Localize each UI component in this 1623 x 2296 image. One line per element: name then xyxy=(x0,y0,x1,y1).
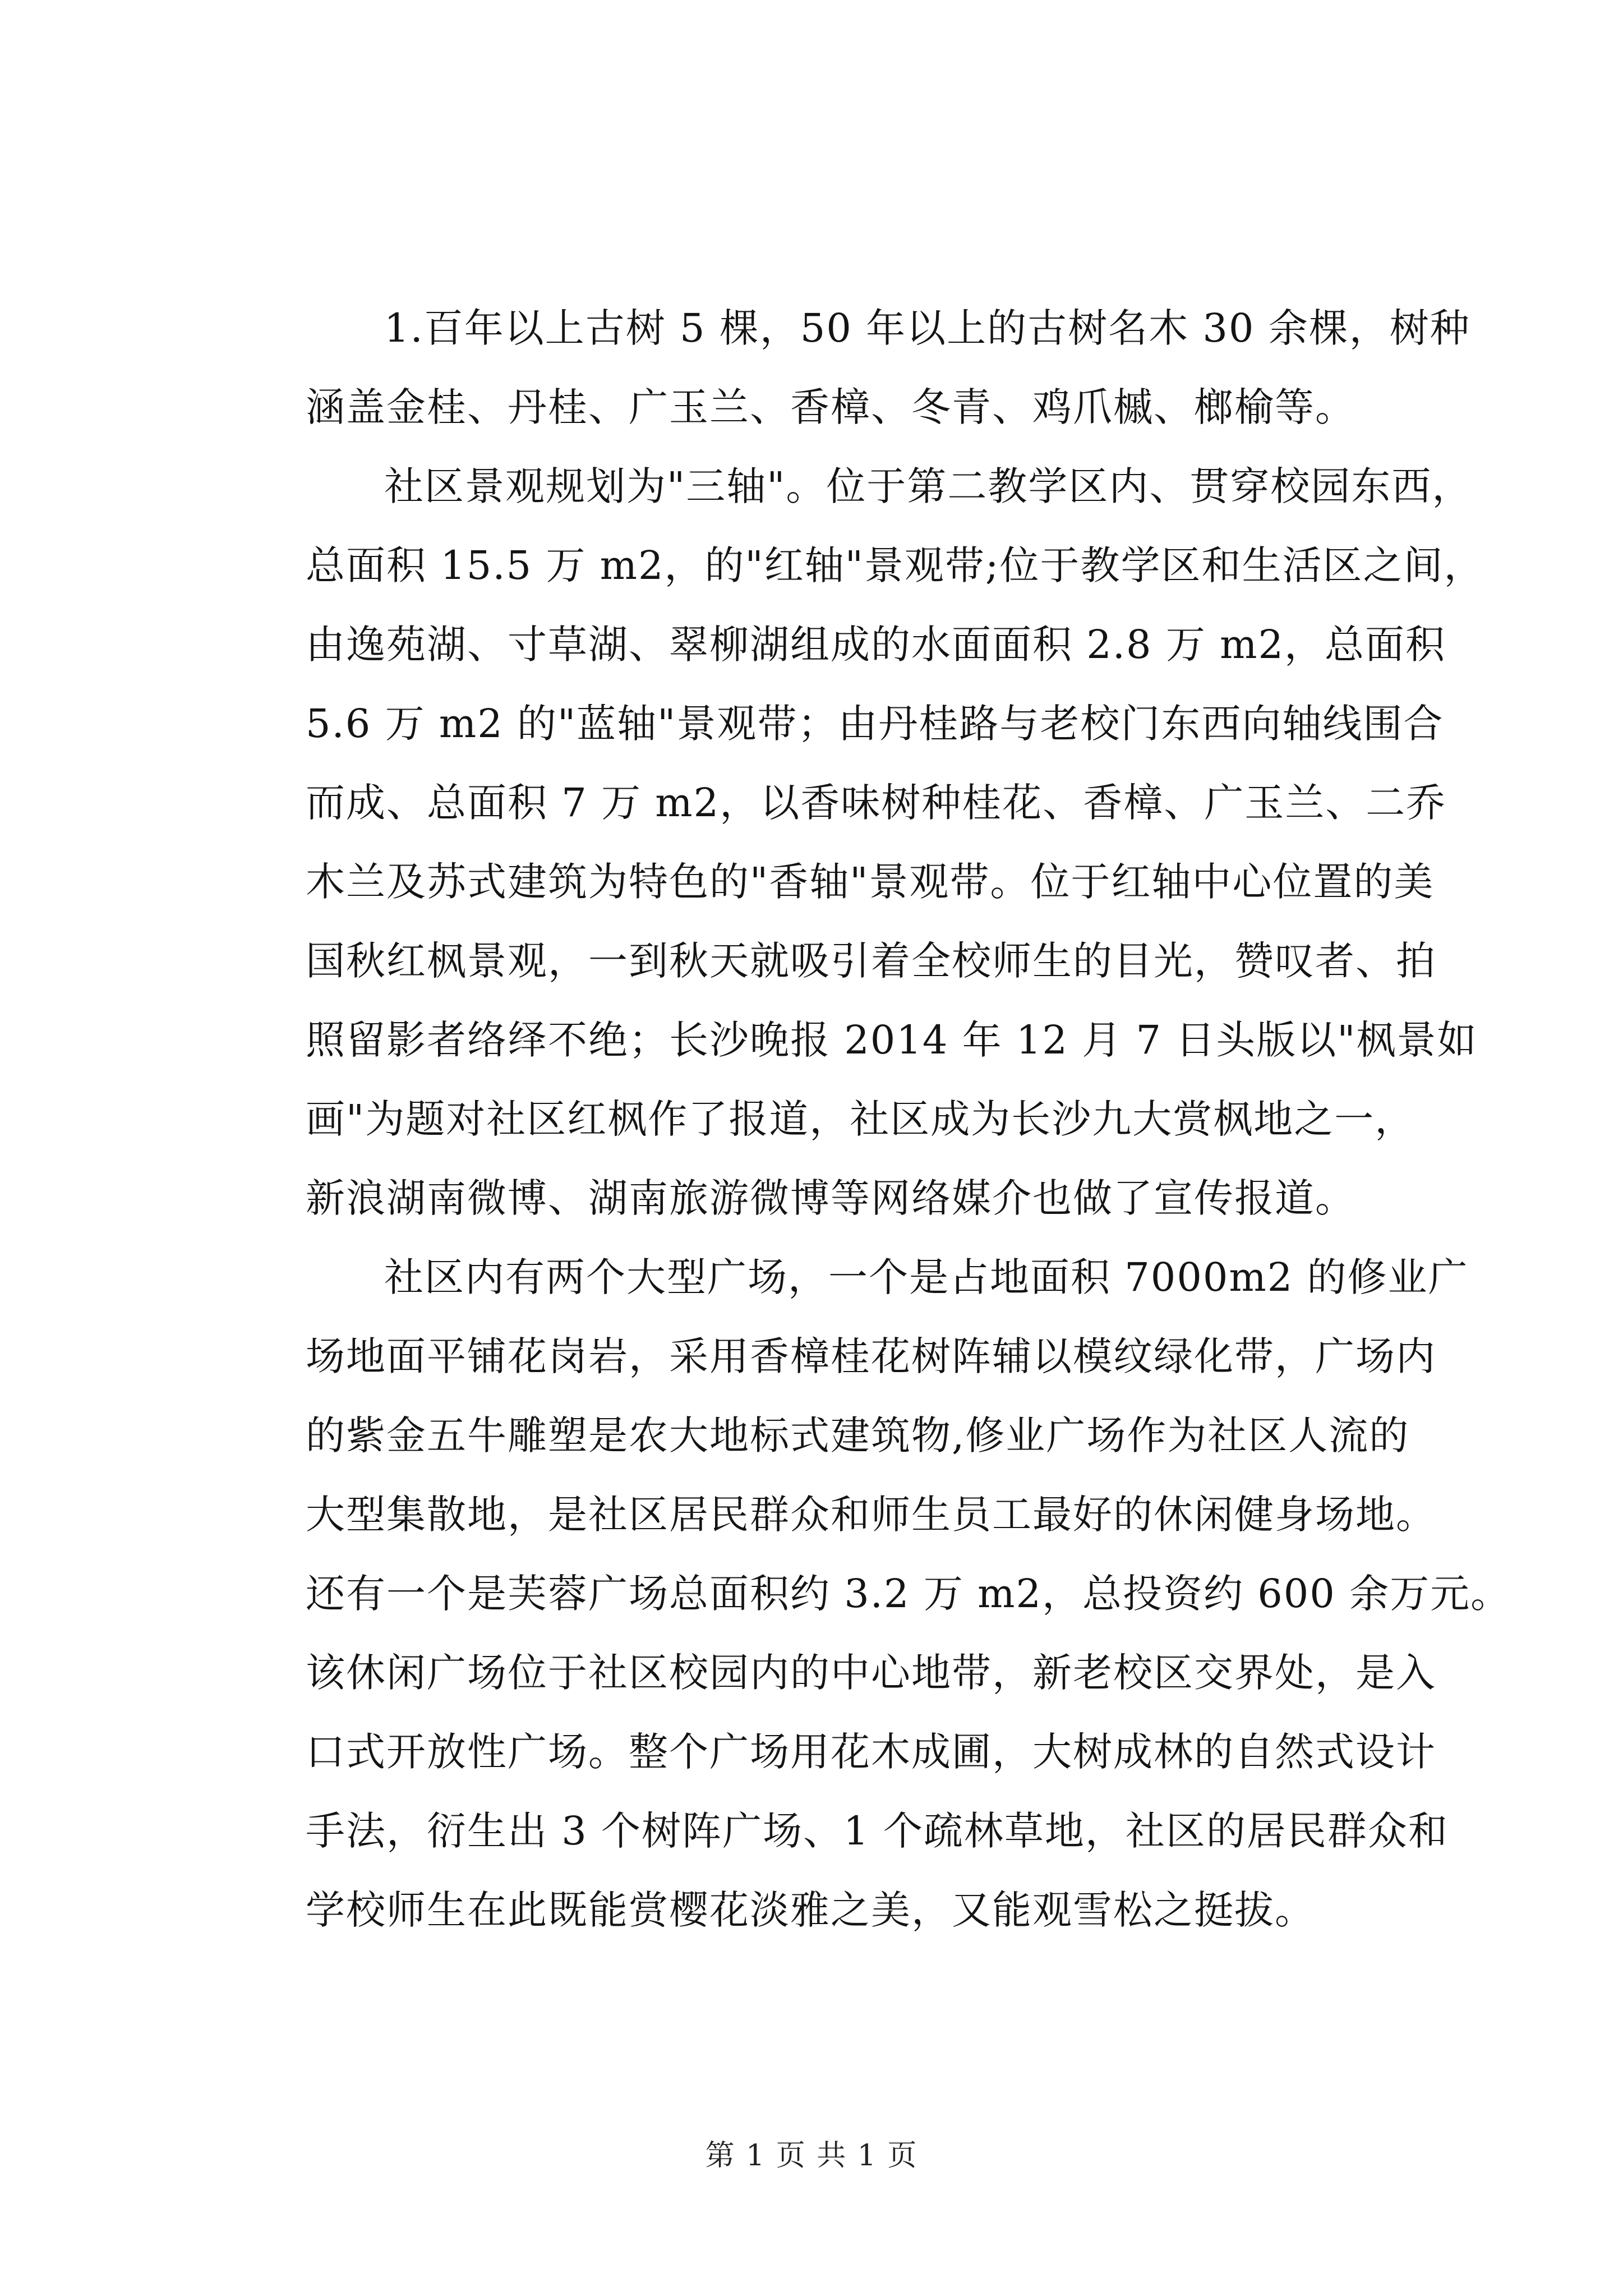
text-line: 由逸苑湖、寸草湖、翠柳湖组成的水面面积 2.8 万 m2，总面积 xyxy=(306,622,1446,668)
text-line: 1.百年以上古树 5 棵，50 年以上的古树名木 30 余棵，树种 xyxy=(384,305,1470,351)
text-line: 国秋红枫景观，一到秋天就吸引着全校师生的目光，赞叹者、拍 xyxy=(306,938,1436,984)
text-line: 木兰及苏式建筑为特色的"香轴"景观带。位于红轴中心位置的美 xyxy=(306,859,1435,905)
text-line: 口式开放性广场。整个广场用花木成圃，大树成林的自然式设计 xyxy=(306,1729,1436,1775)
text-line: 新浪湖南微博、湖南旅游微博等网络媒介也做了宣传报道。 xyxy=(306,1175,1355,1221)
text-line: 社区内有两个大型广场，一个是占地面积 7000m2 的修业广 xyxy=(384,1254,1469,1300)
body-text xyxy=(306,289,1511,1950)
text-line: 的紫金五牛雕塑是农大地标式建筑物,修业广场作为社区人流的 xyxy=(306,1412,1410,1458)
text-line: 大型集散地，是社区居民群众和师生员工最好的休闲健身场地。 xyxy=(306,1492,1436,1538)
text-line: 照留影者络绎不绝；长沙晚报 2014 年 12 月 7 日头版以"枫景如 xyxy=(306,1017,1478,1063)
text-line: 涵盖金桂、丹桂、广玉兰、香樟、冬青、鸡爪槭、榔榆等。 xyxy=(306,384,1355,430)
text-line: 学校师生在此既能赏樱花淡雅之美，又能观雪松之挺拔。 xyxy=(306,1887,1315,1933)
text-line: 总面积 15.5 万 m2，的"红轴"景观带;位于教学区和生活区之间， xyxy=(306,542,1484,588)
text-line: 而成、总面积 7 万 m2，以香味树种桂花、香樟、广玉兰、二乔 xyxy=(306,780,1447,826)
page-footer: 第 1 页 共 1 页 xyxy=(705,2139,918,2173)
text-line: 该休闲广场位于社区校园内的中心地带，新老校区交界处，是入 xyxy=(306,1650,1436,1696)
text-line: 画"为题对社区红枫作了报道，社区成为长沙九大赏枫地之一， xyxy=(306,1096,1415,1142)
text-line: 社区景观规划为"三轴"。位于第二教学区内、贯穿校园东西， xyxy=(384,463,1473,509)
text-line: 5.6 万 m2 的"蓝轴"景观带；由丹桂路与老校门东西向轴线围合 xyxy=(306,701,1444,747)
text-line: 还有一个是芙蓉广场总面积约 3.2 万 m2，总投资约 600 余万元。 xyxy=(306,1571,1511,1617)
text-line: 场地面平铺花岗岩，采用香樟桂花树阵辅以模纹绿化带，广场内 xyxy=(306,1333,1436,1379)
text-line: 手法，衍生出 3 个树阵广场、1 个疏林草地，社区的居民群众和 xyxy=(306,1808,1449,1854)
